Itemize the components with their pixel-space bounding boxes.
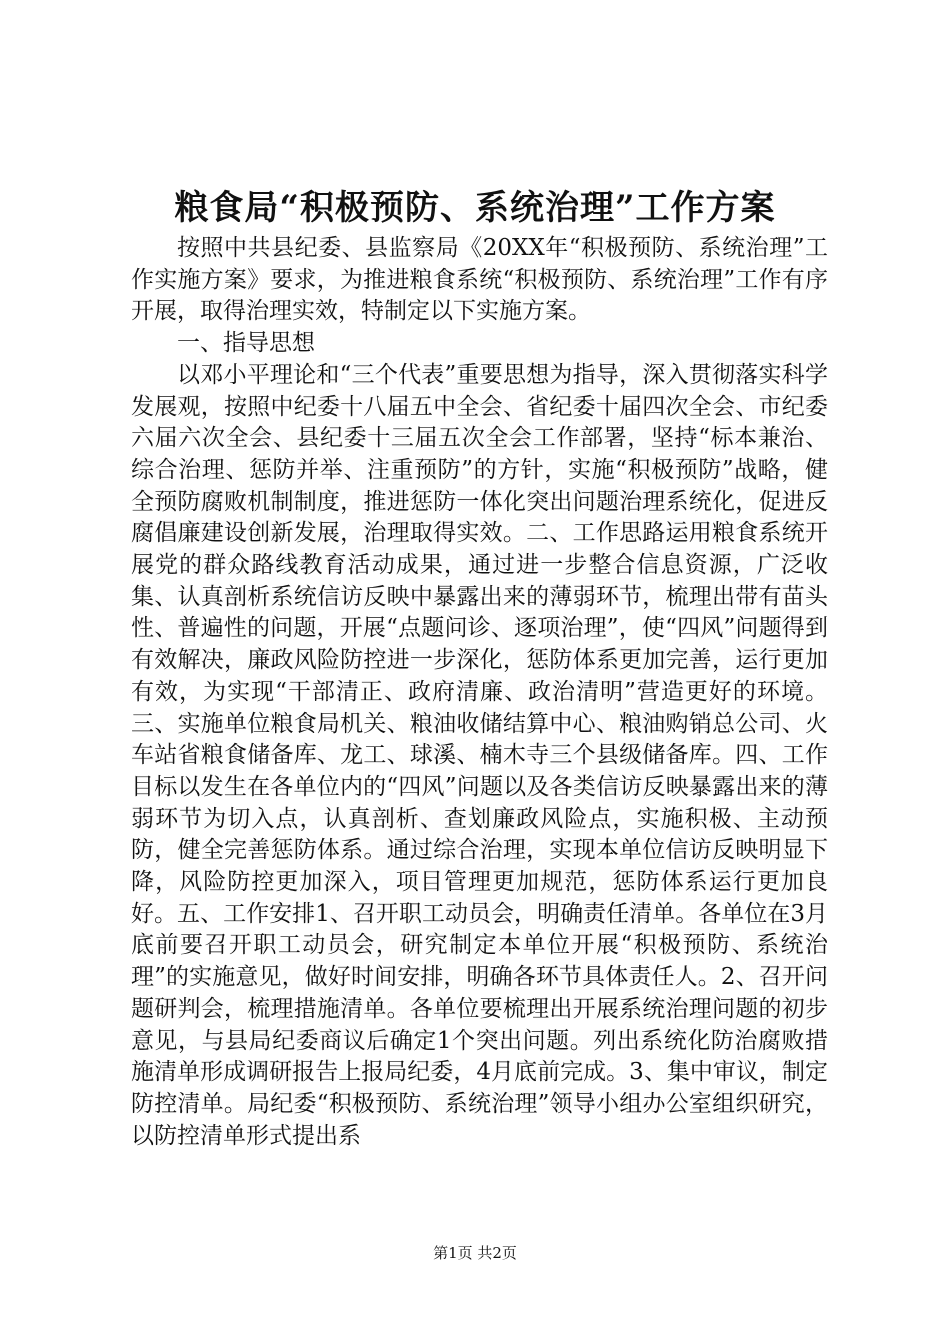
paragraph-main: 以邓小平理论和“三个代表”重要思想为指导，深入贯彻落实科学发展观，按照中纪委十八届五中全会、省纪委十届四次全会、市纪委六届六次全会、县纪委十三届五次全会工作部署，坚持“标本兼治、综合治理、惩防并举、注重预防”的方针，实施“积极预防”战略，健全预防腐败机制制度，推进惩防一体化突出问题治理系统化，促进反腐倡廉建设创新发展，治理取得实效。二、工作思路运用粮食系统开展党的群众路线教育活动成果，通过进一步整合信息资源，广泛收集、认真剖析系统信访反映中暴露出来的薄弱环节，梳理出带有苗头性、普遍性的问题，开展“点题问诊、逐项治理”，使“四风”问题得到有效解决，廉政风险防控进一步深化，惩防体系更加完善，运行更加有效，为实现“干部清正、政府清廉、政治清明”营造更好的环境。三、实施单位粮食局机关、粮油收储结算中心、粮油购销总公司、火车站省粮食储备库、龙工、球溪、楠木寺三个县级储备库。四、工作目标以发生在各单位内的“四风”问题以及各类信访反映暴露出来的薄弱环节为切入点，认真剖析、查划廉政风险点，实施积极、主动预防，健全完善惩防体系。通过综合治理，实现本单位信访反映明显下降，风险防控更加深入，项目管理更加规范，惩防体系运行更加良好。五、工作安排1、召开职工动员会，明确责任清单。各单位在3月底前要召开职工动员会，研究制定本单位开展“积极预防、系统治理”的实施意见，做好时间安排，明确各环节具体责任人。2、召开问题研判会，梳理措施清单。各单位要梳理出开展系统治理问题的初步意见，与县局纪委商议后确定1个突出问题。列出系统化防治腐败措施清单形成调研报告上报局纪委，4月底前完成。3、集中审议，制定防控清单。局纪委“积极预防、系统治理”领导小组办公室组织研究，以防控清单形式提出系 xyxy=(131,361,828,1149)
section-heading-guiding-thought: 一、指导思想 xyxy=(177,330,315,357)
paragraph-intro: 按照中共县纪委、县监察局《20XX年“积极预防、系统治理”工作实施方案》要求，为推进粮食系统“积极预防、系统治理”工作有序开展，取得治理实效，特制定以下实施方案。 xyxy=(131,235,828,325)
page-footer: 第1页 共2页 xyxy=(433,1244,517,1262)
document-title: 粮食局“积极预防、系统治理”工作方案 xyxy=(174,188,776,228)
document-body xyxy=(131,233,828,1152)
